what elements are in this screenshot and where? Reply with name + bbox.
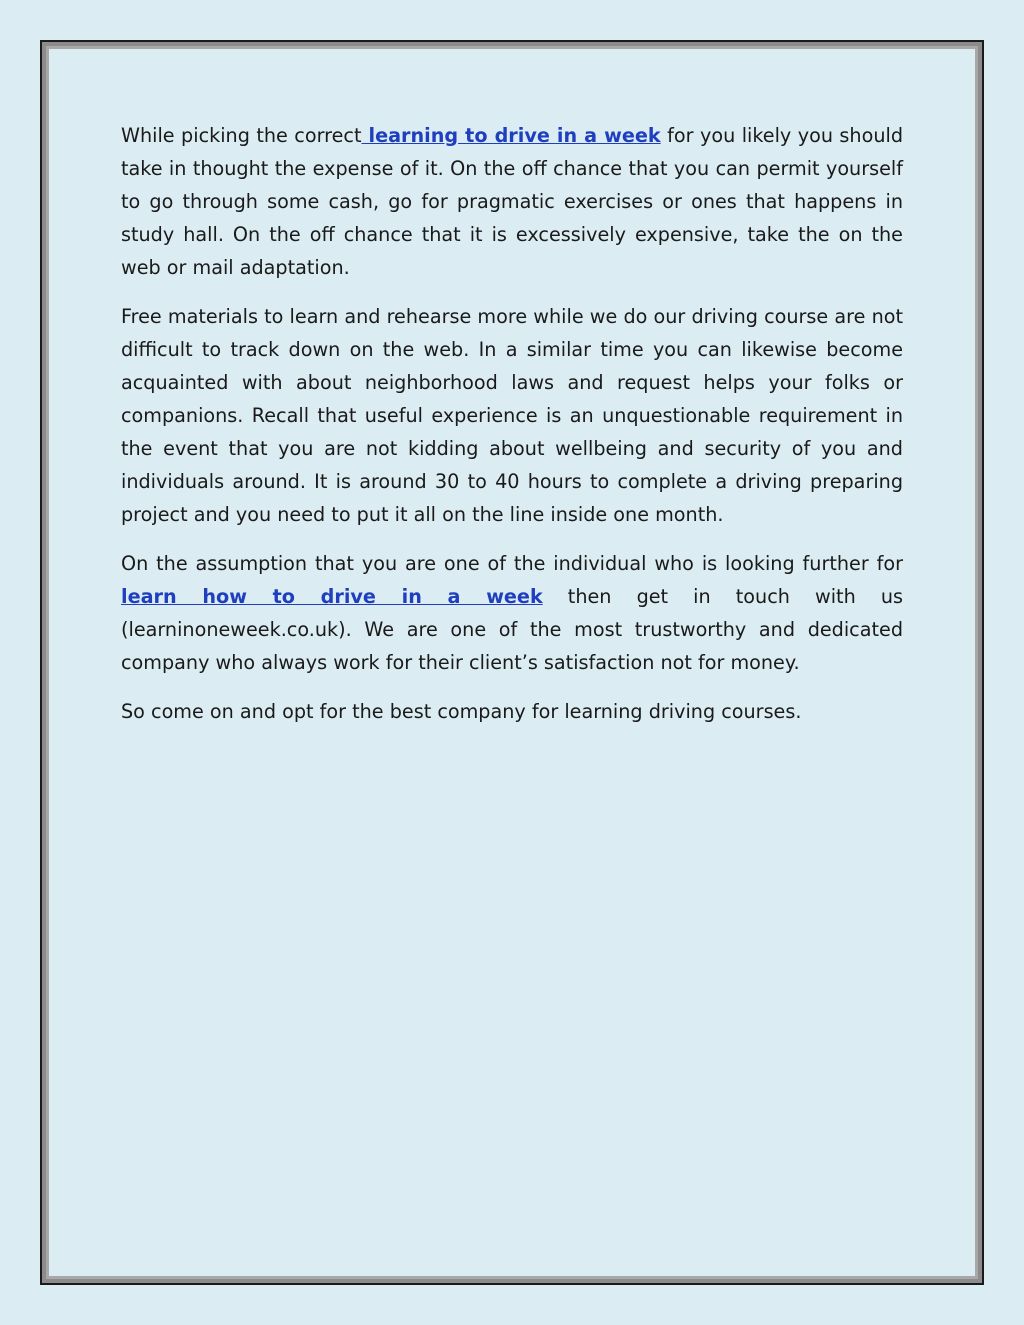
paragraph-1-text-after: for you likely you should take in thought the expense of it. On the off chance that you can permit yourself to go through some cash, go for pragmatic exercises or ones that happens in study hall. On the off chance that it is excessively expensive, take the on the web or mail adaptation. (121, 124, 903, 279)
paragraph-1-text-before: While picking the correct (121, 124, 362, 147)
document-content (121, 119, 903, 744)
learning-to-drive-link[interactable]: learning to drive in a week (361, 124, 661, 147)
paragraph-3-text-after: then get in touch with us (learninoneweek.co.uk). We are one of the most trustworthy and dedicated company who always work for their client’s satisfaction not for money. (121, 585, 903, 674)
paragraph-2: Free materials to learn and rehearse more while we do our driving course are not difficult to track down on the web. In a similar time you can likewise become acquainted with about neighborhood laws and request helps your folks or companions. Recall that useful experience is an unquestionable requirement in the event that you are not kidding about wellbeing and security of you and individuals around. It is around 30 to 40 hours to complete a driving preparing project and you need to put it all on the line inside one month. (121, 305, 903, 526)
paragraph-3-text-before: On the assumption that you are one of the individual who is looking further for (121, 552, 903, 575)
paragraph-3 (121, 547, 903, 679)
paragraph-4: So come on and opt for the best company for learning driving courses. (121, 700, 802, 723)
learn-how-to-drive-link[interactable]: learn how to drive in a week (121, 585, 543, 608)
paragraph-1 (121, 119, 903, 284)
